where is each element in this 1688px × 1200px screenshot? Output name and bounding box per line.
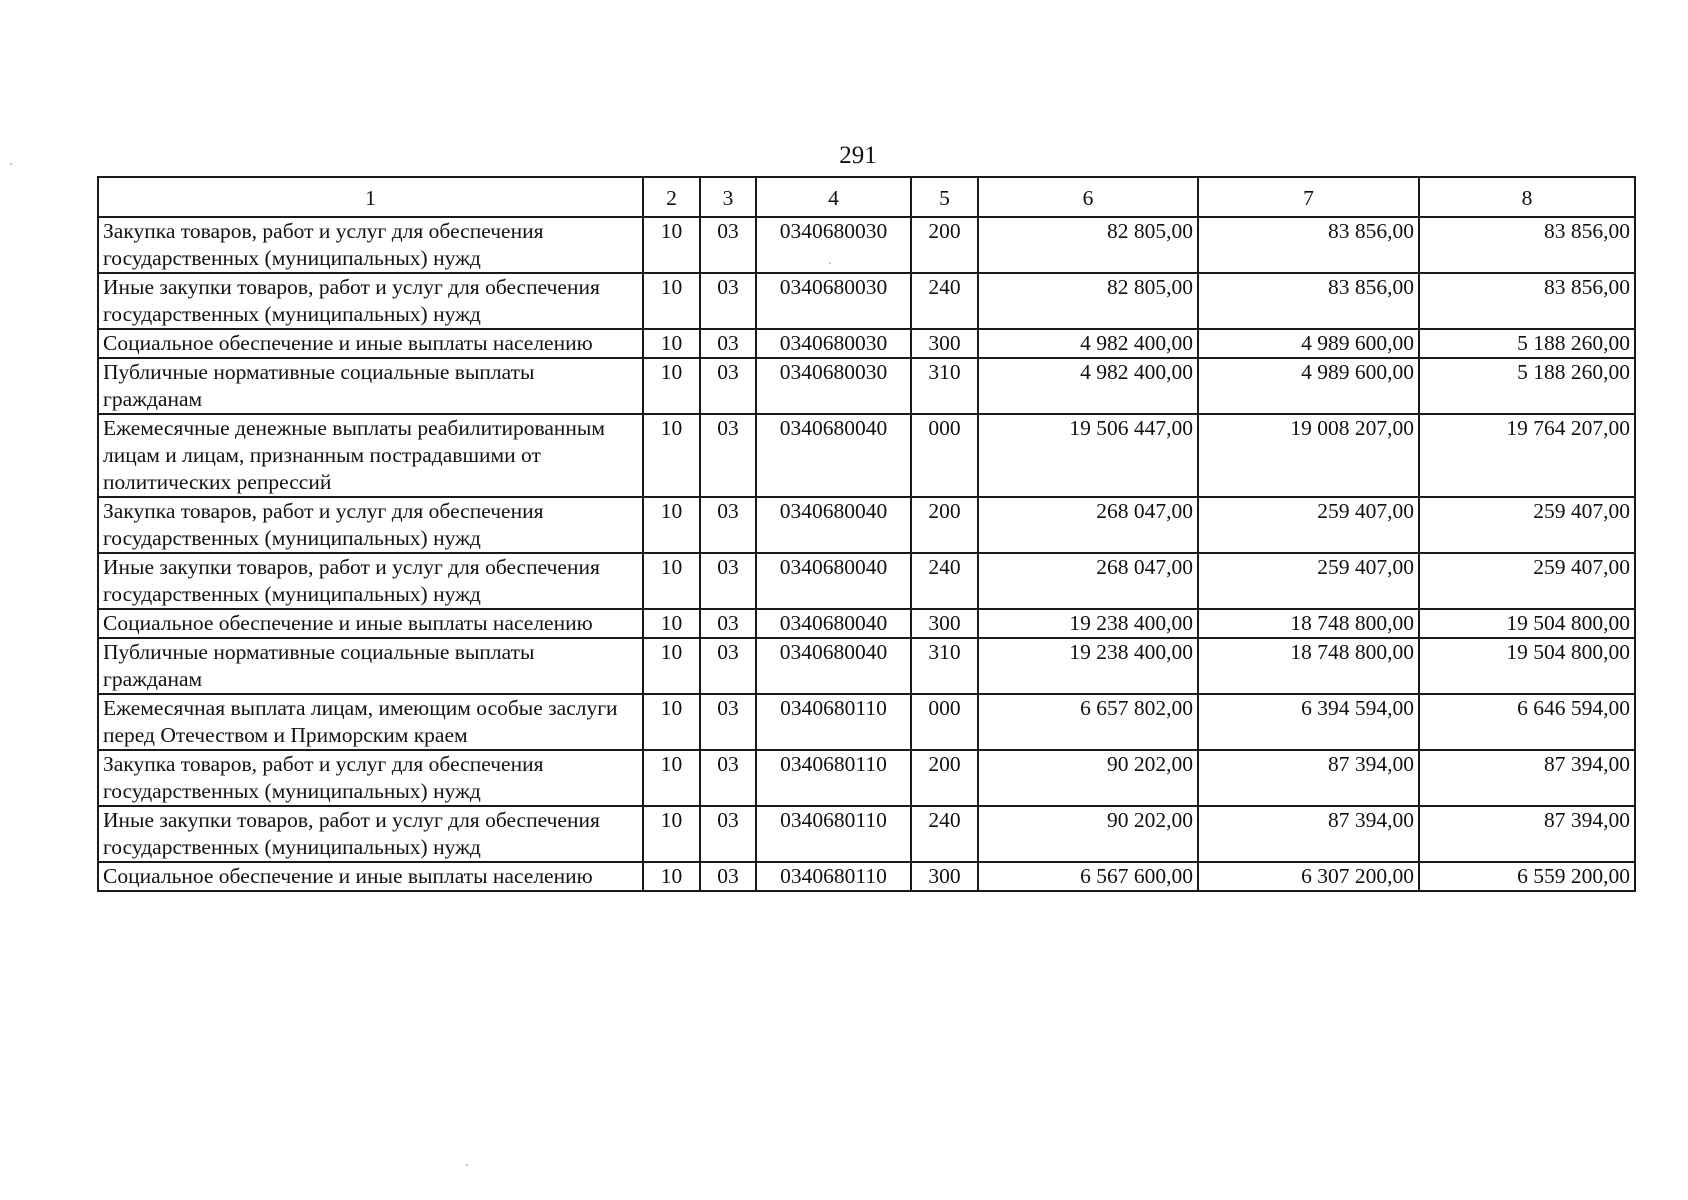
subsection-cell: 03 [700, 553, 756, 609]
budget-table [97, 176, 1636, 892]
amount-col-6-cell: 4 982 400,00 [978, 329, 1198, 358]
expense-type-cell: 240 [911, 553, 978, 609]
amount-col-8-cell: 19 504 800,00 [1419, 638, 1635, 694]
section-cell: 10 [643, 358, 700, 414]
target-article-cell: 0340680040 [756, 497, 911, 553]
table-row [98, 862, 1635, 891]
expense-type-cell: 200 [911, 750, 978, 806]
subsection-cell: 03 [700, 217, 756, 273]
table-row [98, 553, 1635, 609]
expense-name-cell: Закупка товаров, работ и услуг для обеспечения государственных (муниципальных) нужд [98, 497, 643, 553]
table-row [98, 273, 1635, 329]
expense-name-cell: Социальное обеспечение и иные выплаты населению [98, 609, 643, 638]
table-row [98, 609, 1635, 638]
table-row [98, 497, 1635, 553]
target-article-cell: 0340680110 [756, 862, 911, 891]
expense-type-cell: 000 [911, 694, 978, 750]
amount-col-7-cell: 6 307 200,00 [1198, 862, 1419, 891]
expense-type-cell: 300 [911, 329, 978, 358]
header-col-7: 7 [1198, 177, 1419, 217]
section-cell: 10 [643, 217, 700, 273]
amount-col-8-cell: 83 856,00 [1419, 217, 1635, 273]
amount-col-8-cell: 87 394,00 [1419, 806, 1635, 862]
target-article-cell: 0340680040 [756, 414, 911, 497]
target-article-cell: 0340680040 [756, 638, 911, 694]
amount-col-6-cell: 19 238 400,00 [978, 609, 1198, 638]
target-article-cell: 0340680030 [756, 217, 911, 273]
amount-col-7-cell: 18 748 800,00 [1198, 609, 1419, 638]
expense-name-cell: Социальное обеспечение и иные выплаты населению [98, 862, 643, 891]
scan-speck [466, 1164, 468, 1166]
target-article-cell: 0340680110 [756, 694, 911, 750]
amount-col-7-cell: 83 856,00 [1198, 217, 1419, 273]
amount-col-8-cell: 6 646 594,00 [1419, 694, 1635, 750]
expense-name-cell: Публичные нормативные социальные выплаты гражданам [98, 638, 643, 694]
amount-col-8-cell: 5 188 260,00 [1419, 358, 1635, 414]
header-col-1: 1 [98, 177, 643, 217]
subsection-cell: 03 [700, 329, 756, 358]
subsection-cell: 03 [700, 273, 756, 329]
amount-col-7-cell: 259 407,00 [1198, 497, 1419, 553]
amount-col-6-cell: 82 805,00 [978, 217, 1198, 273]
expense-name-cell: Закупка товаров, работ и услуг для обеспечения государственных (муниципальных) нужд [98, 217, 643, 273]
section-cell: 10 [643, 806, 700, 862]
expense-type-cell: 310 [911, 358, 978, 414]
expense-type-cell: 240 [911, 806, 978, 862]
subsection-cell: 03 [700, 862, 756, 891]
expense-name-cell: Иные закупки товаров, работ и услуг для обеспечения государственных (муниципальных) нужд [98, 553, 643, 609]
expense-name-cell: Закупка товаров, работ и услуг для обеспечения государственных (муниципальных) нужд [98, 750, 643, 806]
amount-col-8-cell: 87 394,00 [1419, 750, 1635, 806]
table-row [98, 750, 1635, 806]
table-row [98, 414, 1635, 497]
amount-col-8-cell: 19 504 800,00 [1419, 609, 1635, 638]
table-row [98, 329, 1635, 358]
amount-col-7-cell: 87 394,00 [1198, 750, 1419, 806]
amount-col-7-cell: 83 856,00 [1198, 273, 1419, 329]
amount-col-6-cell: 90 202,00 [978, 806, 1198, 862]
amount-col-8-cell: 19 764 207,00 [1419, 414, 1635, 497]
amount-col-6-cell: 6 657 802,00 [978, 694, 1198, 750]
table-row [98, 694, 1635, 750]
target-article-cell: 0340680040 [756, 553, 911, 609]
expense-type-cell: 300 [911, 862, 978, 891]
header-row [98, 177, 1635, 217]
section-cell: 10 [643, 553, 700, 609]
expense-name-cell: Иные закупки товаров, работ и услуг для обеспечения государственных (муниципальных) нужд [98, 273, 643, 329]
amount-col-6-cell: 268 047,00 [978, 553, 1198, 609]
amount-col-6-cell: 19 506 447,00 [978, 414, 1198, 497]
amount-col-7-cell: 4 989 600,00 [1198, 358, 1419, 414]
expense-type-cell: 200 [911, 497, 978, 553]
table-row [98, 806, 1635, 862]
amount-col-8-cell: 259 407,00 [1419, 497, 1635, 553]
scan-speck [10, 163, 12, 165]
header-col-2: 2 [643, 177, 700, 217]
amount-col-6-cell: 4 982 400,00 [978, 358, 1198, 414]
expense-type-cell: 200 [911, 217, 978, 273]
subsection-cell: 03 [700, 358, 756, 414]
expense-name-cell: Ежемесячные денежные выплаты реабилитированным лицам и лицам, признанным пострадавшими от политических репрессий [98, 414, 643, 497]
header-col-3: 3 [700, 177, 756, 217]
expense-name-cell: Публичные нормативные социальные выплаты гражданам [98, 358, 643, 414]
target-article-cell: 0340680030 [756, 273, 911, 329]
subsection-cell: 03 [700, 497, 756, 553]
amount-col-8-cell: 6 559 200,00 [1419, 862, 1635, 891]
amount-col-7-cell: 6 394 594,00 [1198, 694, 1419, 750]
section-cell: 10 [643, 273, 700, 329]
section-cell: 10 [643, 750, 700, 806]
section-cell: 10 [643, 638, 700, 694]
amount-col-6-cell: 19 238 400,00 [978, 638, 1198, 694]
expense-name-cell: Иные закупки товаров, работ и услуг для обеспечения государственных (муниципальных) нужд [98, 806, 643, 862]
amount-col-6-cell: 6 567 600,00 [978, 862, 1198, 891]
expense-name-cell: Ежемесячная выплата лицам, имеющим особые заслуги перед Отечеством и Приморским краем [98, 694, 643, 750]
section-cell: 10 [643, 497, 700, 553]
table-row [98, 638, 1635, 694]
header-col-5: 5 [911, 177, 978, 217]
section-cell: 10 [643, 609, 700, 638]
target-article-cell: 0340680030 [756, 358, 911, 414]
amount-col-6-cell: 90 202,00 [978, 750, 1198, 806]
expense-type-cell: 300 [911, 609, 978, 638]
target-article-cell: 0340680040 [756, 609, 911, 638]
page-number: 291 [839, 142, 877, 169]
amount-col-6-cell: 82 805,00 [978, 273, 1198, 329]
expense-name-cell: Социальное обеспечение и иные выплаты населению [98, 329, 643, 358]
table-row [98, 217, 1635, 273]
section-cell: 10 [643, 694, 700, 750]
section-cell: 10 [643, 414, 700, 497]
section-cell: 10 [643, 329, 700, 358]
table-row [98, 358, 1635, 414]
section-cell: 10 [643, 862, 700, 891]
target-article-cell: 0340680030 [756, 329, 911, 358]
expense-type-cell: 000 [911, 414, 978, 497]
amount-col-8-cell: 259 407,00 [1419, 553, 1635, 609]
header-col-8: 8 [1419, 177, 1635, 217]
target-article-cell: 0340680110 [756, 750, 911, 806]
expense-type-cell: 310 [911, 638, 978, 694]
subsection-cell: 03 [700, 694, 756, 750]
amount-col-8-cell: 83 856,00 [1419, 273, 1635, 329]
expense-type-cell: 240 [911, 273, 978, 329]
subsection-cell: 03 [700, 414, 756, 497]
subsection-cell: 03 [700, 638, 756, 694]
subsection-cell: 03 [700, 806, 756, 862]
subsection-cell: 03 [700, 750, 756, 806]
amount-col-7-cell: 87 394,00 [1198, 806, 1419, 862]
table-body [98, 217, 1635, 891]
amount-col-7-cell: 19 008 207,00 [1198, 414, 1419, 497]
amount-col-6-cell: 268 047,00 [978, 497, 1198, 553]
header-col-4: 4 [756, 177, 911, 217]
header-col-6: 6 [978, 177, 1198, 217]
amount-col-8-cell: 5 188 260,00 [1419, 329, 1635, 358]
subsection-cell: 03 [700, 609, 756, 638]
amount-col-7-cell: 259 407,00 [1198, 553, 1419, 609]
amount-col-7-cell: 4 989 600,00 [1198, 329, 1419, 358]
target-article-cell: 0340680110 [756, 806, 911, 862]
amount-col-7-cell: 18 748 800,00 [1198, 638, 1419, 694]
